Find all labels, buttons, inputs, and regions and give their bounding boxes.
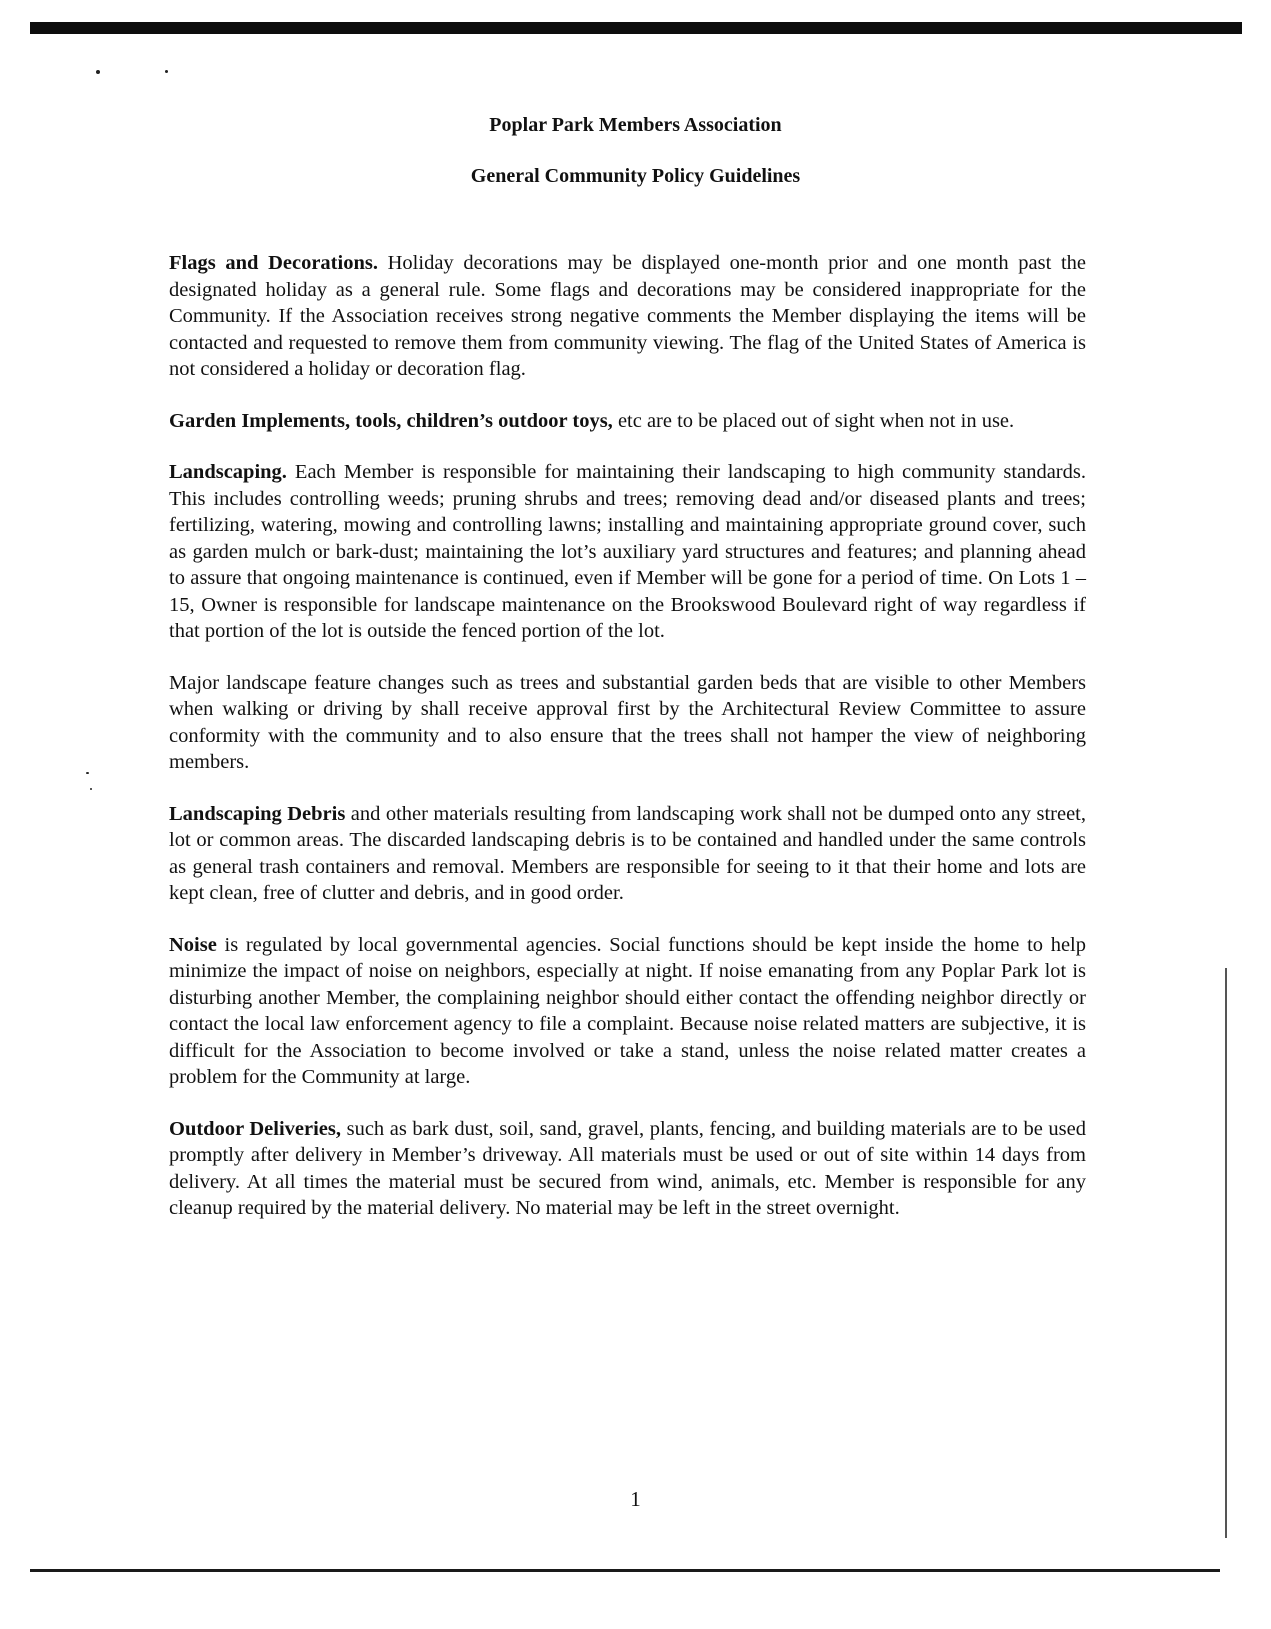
section-text: Each Member is responsible for maintaining their landscaping to high community standards. This includes controlling weeds; pruning shrubs and trees; removing dead and/or diseased plants and trees; fertilizing, watering, mowing and controlling lawns; installing and maintaining appropriate ground cover, such as garden mulch or bark-dust; maintaining the lot’s auxiliary yard structures and features; and planning ahead to assure that ongoing maintenance is continued, even if Member will be gone for a period of time. On Lots 1 – 15, Owner is responsible for landscape maintenance on the Brookswood Boulevard right of way regardless if that portion of the lot is outside the fenced portion of the lot. [169, 461, 1086, 642]
section-landscaping [169, 459, 1086, 645]
document-title: Poplar Park Members Association [489, 114, 782, 136]
section-noise [169, 932, 1086, 1091]
section-heading: Landscaping Debris [169, 802, 346, 825]
scan-speck [165, 70, 168, 73]
section-text: etc are to be placed out of sight when not in use. [612, 409, 1015, 432]
scan-top-border [30, 22, 1242, 34]
policy-body [169, 250, 1086, 1247]
section-heading: Noise [169, 933, 217, 956]
section-heading: Outdoor Deliveries, [169, 1117, 342, 1140]
document-subtitle: General Community Policy Guidelines [470, 165, 801, 187]
section-landscaping-debris [169, 801, 1086, 907]
scan-speck [96, 70, 100, 74]
section-text: Major landscape feature changes such as trees and substantial garden beds that are visible to other Members when walking or driving by shall receive approval first by the Architectural Review Committee to assure conformity with the community and to also ensure that the trees shall not hamper the view of neighboring members. [169, 671, 1086, 773]
section-outdoor-deliveries [169, 1116, 1086, 1222]
page-number: 1 [630, 1487, 641, 1511]
scan-bottom-rule [30, 1569, 1220, 1572]
section-text: Holiday decorations may be displayed one-month prior and one month past the designated holiday as a general rule. Some flags and decorations may be considered inappropriate for the Community. If the Association receives strong negative comments the Member displaying the items will be contacted and requested to remove them from community viewing. The flag of the United States of America is not considered a holiday or decoration flag. [169, 252, 1086, 380]
scan-speck [90, 788, 92, 790]
section-text: is regulated by local governmental agencies. Social functions should be kept inside the home to help minimize the impact of noise on neighbors, especially at night. If noise emanating from any Poplar Park lot is disturbing another Member, the complaining neighbor should either contact the offending neighbor directly or contact the local law enforcement agency to file a complaint. Because noise related matters are subjective, it is difficult for the Association to become involved or take a stand, unless the noise related matter creates a problem for the Community at large. [169, 933, 1086, 1088]
section-landscape-changes [169, 670, 1086, 776]
section-flags-decorations [169, 250, 1086, 383]
section-garden-implements [169, 408, 1086, 435]
section-text: such as bark dust, soil, sand, gravel, plants, fencing, and building materials are to be used promptly after delivery in Member’s driveway. All materials must be used or out of site within 14 days from delivery. At all times the material must be secured from wind, animals, etc. Member is responsible for any cleanup required by the material delivery. No material may be left in the street overnight. [169, 1117, 1086, 1219]
section-heading: Landscaping. [169, 461, 287, 483]
section-heading: Garden Implements, tools, children’s outdoor toys, [169, 409, 613, 432]
scan-right-edge-line [1225, 968, 1227, 1538]
section-heading: Flags and Decorations. [169, 252, 378, 274]
section-text: and other materials resulting from landscaping work shall not be dumped onto any street, lot or common areas. The discarded landscaping debris is to be contained and handled under the same controls as general trash containers and removal. Members are responsible for seeing to it that their home and lots are kept clean, free of clutter and debris, and in good order. [169, 802, 1086, 904]
scan-speck [86, 772, 89, 774]
